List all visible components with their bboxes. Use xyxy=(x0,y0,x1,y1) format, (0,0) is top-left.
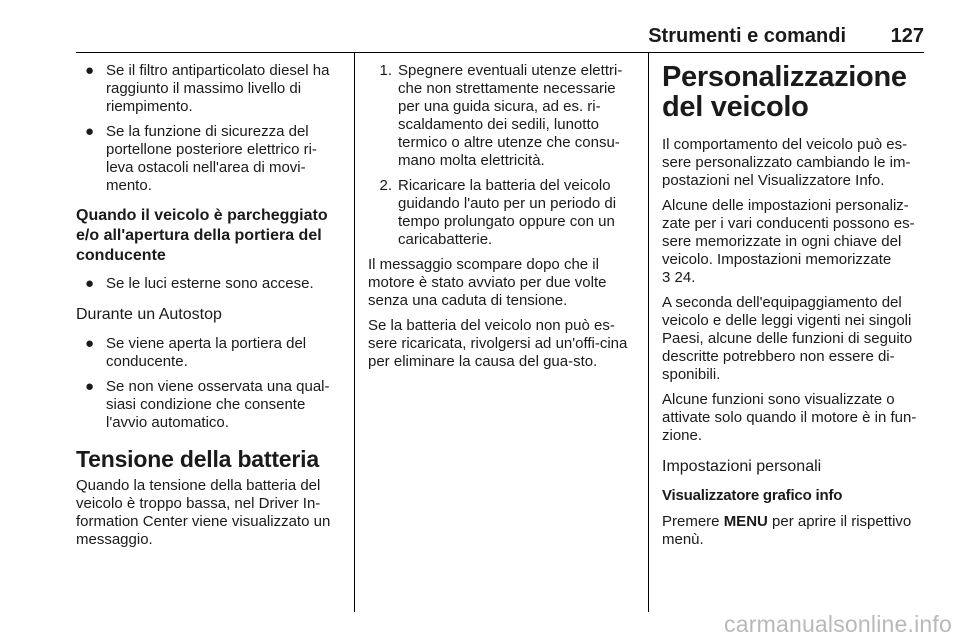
heading-parked: Quando il veicolo è parcheggiato e/o all'apertura della portiera del conducente xyxy=(76,207,328,264)
paragraph-intro: Il comportamento del veicolo può es-sere personalizzato cambiando le im-postazioni nel Visualizzatore Info. xyxy=(662,136,911,189)
column-3 xyxy=(662,62,926,556)
step-number: 2. xyxy=(379,177,392,194)
step-text: Spegnere eventuali utenze elettri-che non strettamente necessarie per una guida sicura, ad es. ri-scaldamento dei sedili, lunotto termico o altre utenze che consu-mano molta elettricità. xyxy=(398,62,623,169)
list-item-text: Se le luci esterne sono accese. xyxy=(106,275,314,292)
paragraph-message: Il messaggio scompare dopo che il motore è stato avviato per due volte senza una caduta di tensione. xyxy=(368,256,607,309)
menu-text-pre: Premere xyxy=(662,513,724,530)
column-1 xyxy=(76,62,342,556)
step-number: 1. xyxy=(379,62,392,79)
bullet-icon: ● xyxy=(85,62,95,79)
menu-text-post: per aprire il rispettivo menù. xyxy=(662,513,912,548)
section-title-personalization: Personalizzazione del veicolo xyxy=(662,61,907,123)
bullet-icon: ● xyxy=(85,123,95,140)
step-text: Ricaricare la batteria del veicolo guidando l'auto per un periodo di tempo prolungato oppure con un caricabatterie. xyxy=(398,177,617,248)
list-item xyxy=(76,335,342,371)
menu-key-label: MENU xyxy=(723,513,768,530)
column-2 xyxy=(368,62,634,378)
heading-graphic-display: Visualizzatore grafico info xyxy=(662,487,843,504)
list-item-text: Se viene aperta la portiera del conducente. xyxy=(106,335,307,370)
column-divider-1 xyxy=(354,52,355,612)
page-number: 127 xyxy=(890,25,924,47)
step-item xyxy=(368,177,634,249)
paragraph-memory xyxy=(662,197,926,287)
heading-autostop: Durante un Autostop xyxy=(76,306,222,323)
watermark: carmanualsonline.info xyxy=(724,611,952,637)
column-divider-2 xyxy=(648,52,649,612)
paragraph-memory-text: Alcune delle impostazioni personaliz-zate per i vari conducenti possono es-sere memorizzate in ogni chiave del veicolo. Impostazioni memorizzate xyxy=(662,197,915,268)
battery-paragraph: Quando la tensione della batteria del veicolo è troppo bassa, nel Driver In-formation Center viene visualizzato un messaggio. xyxy=(76,477,331,548)
page-reference-link[interactable]: 3 24. xyxy=(662,269,696,286)
heading-personal-settings: Impostazioni personali xyxy=(662,458,822,475)
list-item xyxy=(76,62,342,116)
running-title: Strumenti e comandi xyxy=(648,25,846,47)
list-item xyxy=(76,123,342,195)
bullet-icon: ● xyxy=(85,275,95,292)
page-header xyxy=(76,26,924,53)
paragraph-menu xyxy=(662,513,926,549)
bullet-icon: ● xyxy=(85,335,95,352)
list-item-text: Se il filtro antiparticolato diesel ha raggiunto il massimo livello di riempimento. xyxy=(106,62,330,115)
section-title-battery: Tensione della batteria xyxy=(76,446,319,472)
list-item xyxy=(76,275,342,293)
paragraph-engine: Alcune funzioni sono visualizzate o attivate solo quando il motore è in fun-zione. xyxy=(662,391,917,444)
paragraph-availability: A seconda dell'equipaggiamento del veicolo e delle leggi vigenti nei singoli Paesi, alcune delle funzioni di seguito descritte potrebbero non essere di-sponibili. xyxy=(662,294,913,383)
paragraph-workshop: Se la batteria del veicolo non può es-sere ricaricata, rivolgersi ad un'offi-cina per eliminare la causa del gua-sto. xyxy=(368,317,628,370)
list-item xyxy=(76,378,342,432)
step-item xyxy=(368,62,634,170)
list-item-text: Se la funzione di sicurezza del portellone posteriore elettrico ri-leva ostacoli nell'area di movi-mento. xyxy=(106,123,317,194)
bullet-icon: ● xyxy=(85,378,95,395)
list-item-text: Se non viene osservata una qual-siasi condizione che consente l'avvio automatico. xyxy=(106,378,330,431)
